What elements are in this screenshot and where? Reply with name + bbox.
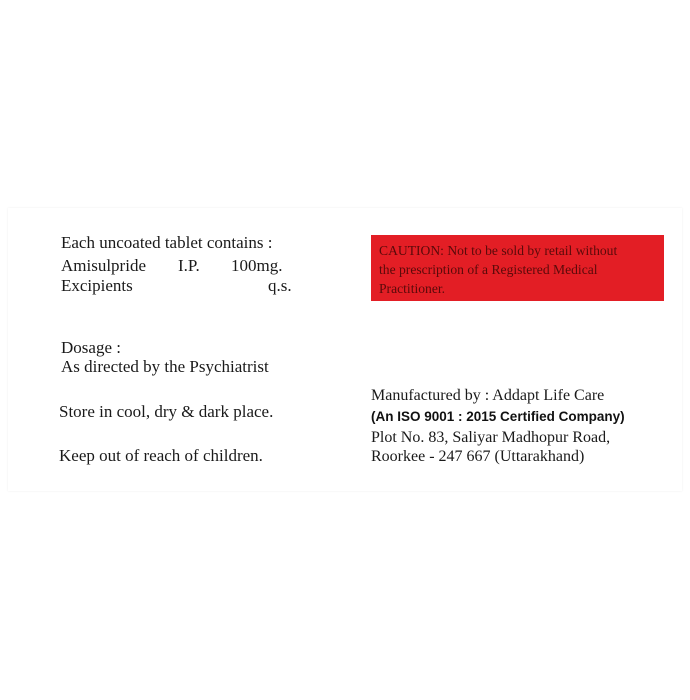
manufacturer-certification: (An ISO 9001 : 2015 Certified Company) xyxy=(371,409,625,424)
ingredient-name: Amisulpride xyxy=(61,256,146,275)
caution-line: CAUTION: Not to be sold by retail without xyxy=(379,243,618,258)
dosage-instructions: As directed by the Psychiatrist xyxy=(61,357,269,376)
caution-line: Practitioner. xyxy=(379,281,446,296)
caution-box xyxy=(371,235,664,301)
safety-warning: Keep out of reach of children. xyxy=(59,446,263,465)
ingredient-quantity: 100mg. xyxy=(231,256,283,275)
ingredient-quantity: q.s. xyxy=(268,276,292,295)
ingredient-grade: I.P. xyxy=(178,256,200,275)
ingredient-name: Excipients xyxy=(61,276,133,295)
manufacturer-address: Plot No. 83, Saliyar Madhopur Road, xyxy=(371,429,611,446)
composition-heading: Each uncoated tablet contains : xyxy=(61,233,273,252)
dosage-heading: Dosage : xyxy=(61,338,121,357)
caution-line: the prescription of a Registered Medical xyxy=(379,262,598,277)
manufacturer-name: Manufactured by : Addapt Life Care xyxy=(371,387,605,404)
storage-instructions: Store in cool, dry & dark place. xyxy=(59,402,274,421)
manufacturer-city: Roorkee - 247 667 (Uttarakhand) xyxy=(371,448,585,465)
